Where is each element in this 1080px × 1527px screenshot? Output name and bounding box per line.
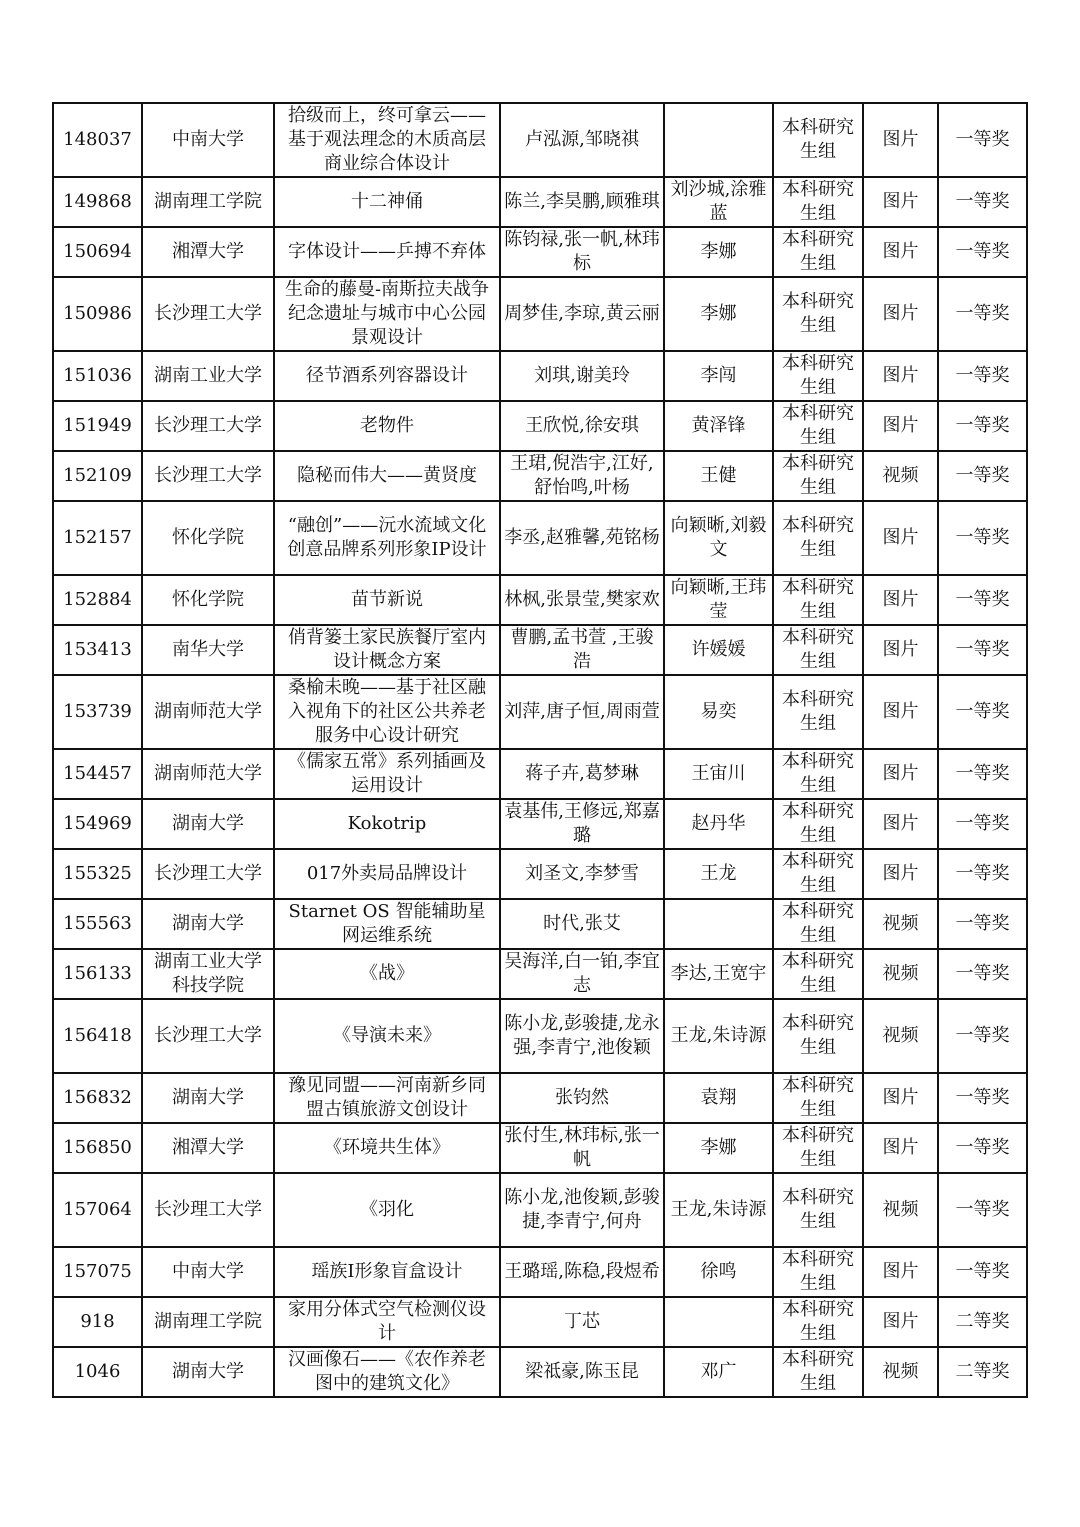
award-level-cell: 一等奖 — [938, 749, 1027, 799]
award-level-cell: 一等奖 — [938, 227, 1027, 277]
work-type-cell: 图片 — [863, 401, 938, 451]
work-title-cell: 十二神俑 — [274, 177, 500, 227]
advisor-cell: 王龙,朱诗源 — [664, 1173, 773, 1247]
entry-id-cell: 152109 — [53, 451, 142, 501]
work-title-cell: “融创”——沅水流域文化创意品牌系列形象IP设计 — [274, 501, 500, 575]
school-cell: 中南大学 — [142, 1247, 274, 1297]
school-cell: 长沙理工大学 — [142, 451, 274, 501]
table-row — [53, 277, 1027, 351]
work-title-cell: 径节酒系列容器设计 — [274, 351, 500, 401]
school-cell: 长沙理工大学 — [142, 849, 274, 899]
school-cell: 湖南理工学院 — [142, 1297, 274, 1347]
entry-id-cell: 153413 — [53, 625, 142, 675]
entry-id-cell: 1046 — [53, 1347, 142, 1397]
authors-cell: 张钧然 — [500, 1073, 664, 1123]
group-cell: 本科研究生组 — [773, 177, 863, 227]
school-cell: 湖南理工学院 — [142, 177, 274, 227]
award-level-cell: 一等奖 — [938, 501, 1027, 575]
authors-cell: 曹鹏,孟书萱 ,王骏浩 — [500, 625, 664, 675]
group-cell: 本科研究生组 — [773, 1247, 863, 1297]
advisor-cell: 向颖晰,刘毅文 — [664, 501, 773, 575]
work-type-cell: 图片 — [863, 799, 938, 849]
advisor-cell: 向颖晰,王玮莹 — [664, 575, 773, 625]
table-row — [53, 899, 1027, 949]
table-row — [53, 351, 1027, 401]
authors-cell: 刘萍,唐子恒,周雨萱 — [500, 675, 664, 749]
entry-id-cell: 154969 — [53, 799, 142, 849]
advisor-cell: 邓广 — [664, 1347, 773, 1397]
group-cell: 本科研究生组 — [773, 1073, 863, 1123]
work-title-cell: 生命的藤曼-南斯拉夫战争纪念遗址与城市中心公园景观设计 — [274, 277, 500, 351]
work-title-cell: 《儒家五常》系列插画及运用设计 — [274, 749, 500, 799]
work-title-cell: 俏背篓土家民族餐厅室内设计概念方案 — [274, 625, 500, 675]
table-row — [53, 1297, 1027, 1347]
table-row — [53, 1347, 1027, 1397]
authors-cell: 张付生,林玮标,张一帆 — [500, 1123, 664, 1173]
school-cell: 怀化学院 — [142, 575, 274, 625]
award-level-cell: 一等奖 — [938, 899, 1027, 949]
table-row — [53, 999, 1027, 1073]
work-title-cell: Starnet OS 智能辅助星网运维系统 — [274, 899, 500, 949]
award-level-cell: 一等奖 — [938, 675, 1027, 749]
entry-id-cell: 151036 — [53, 351, 142, 401]
work-type-cell: 视频 — [863, 1347, 938, 1397]
advisor-cell: 王龙 — [664, 849, 773, 899]
work-title-cell: 《战》 — [274, 949, 500, 999]
authors-cell: 刘琪,谢美玲 — [500, 351, 664, 401]
award-level-cell: 一等奖 — [938, 949, 1027, 999]
table-row — [53, 1073, 1027, 1123]
school-cell: 怀化学院 — [142, 501, 274, 575]
work-title-cell: 瑶族I形象盲盒设计 — [274, 1247, 500, 1297]
entry-id-cell: 155325 — [53, 849, 142, 899]
award-level-cell: 一等奖 — [938, 103, 1027, 177]
award-level-cell: 一等奖 — [938, 999, 1027, 1073]
authors-cell: 梁祗豪,陈玉昆 — [500, 1347, 664, 1397]
work-type-cell: 图片 — [863, 227, 938, 277]
authors-cell: 李丞,赵雅馨,苑铭杨 — [500, 501, 664, 575]
school-cell: 湘潭大学 — [142, 1123, 274, 1173]
authors-cell: 丁芯 — [500, 1297, 664, 1347]
advisor-cell: 袁翔 — [664, 1073, 773, 1123]
award-level-cell: 一等奖 — [938, 1073, 1027, 1123]
authors-cell: 陈兰,李昊鹏,顾雅琪 — [500, 177, 664, 227]
entry-id-cell: 152157 — [53, 501, 142, 575]
authors-cell: 时代,张艾 — [500, 899, 664, 949]
work-title-cell: 017外卖局品牌设计 — [274, 849, 500, 899]
group-cell: 本科研究生组 — [773, 351, 863, 401]
group-cell: 本科研究生组 — [773, 451, 863, 501]
school-cell: 湖南大学 — [142, 1073, 274, 1123]
school-cell: 湖南工业大学 — [142, 351, 274, 401]
advisor-cell: 李娜 — [664, 227, 773, 277]
authors-cell: 周梦佳,李琼,黄云丽 — [500, 277, 664, 351]
authors-cell: 王珺,倪浩宇,江好,舒怡鸣,叶杨 — [500, 451, 664, 501]
advisor-cell — [664, 1297, 773, 1347]
authors-cell: 卢泓源,邹晓祺 — [500, 103, 664, 177]
work-type-cell: 图片 — [863, 1123, 938, 1173]
group-cell: 本科研究生组 — [773, 277, 863, 351]
group-cell: 本科研究生组 — [773, 625, 863, 675]
table-row — [53, 949, 1027, 999]
work-type-cell: 视频 — [863, 899, 938, 949]
table-row — [53, 1123, 1027, 1173]
table-row — [53, 451, 1027, 501]
group-cell: 本科研究生组 — [773, 575, 863, 625]
authors-cell: 陈小龙,池俊颖,彭骏捷,李青宁,何舟 — [500, 1173, 664, 1247]
entry-id-cell: 157064 — [53, 1173, 142, 1247]
award-level-cell: 一等奖 — [938, 177, 1027, 227]
advisor-cell: 李闯 — [664, 351, 773, 401]
authors-cell: 王欣悦,徐安琪 — [500, 401, 664, 451]
work-type-cell: 图片 — [863, 103, 938, 177]
work-title-cell: 字体设计——乒搏不弃体 — [274, 227, 500, 277]
authors-cell: 林枫,张景莹,樊家欢 — [500, 575, 664, 625]
group-cell: 本科研究生组 — [773, 1347, 863, 1397]
advisor-cell: 刘沙城,涂雅蓝 — [664, 177, 773, 227]
group-cell: 本科研究生组 — [773, 999, 863, 1073]
group-cell: 本科研究生组 — [773, 501, 863, 575]
work-title-cell: 豫见同盟——河南新乡同盟古镇旅游文创设计 — [274, 1073, 500, 1123]
entry-id-cell: 154457 — [53, 749, 142, 799]
group-cell: 本科研究生组 — [773, 849, 863, 899]
school-cell: 湘潭大学 — [142, 227, 274, 277]
table-row — [53, 749, 1027, 799]
entry-id-cell: 156133 — [53, 949, 142, 999]
table-row — [53, 849, 1027, 899]
advisor-cell: 李达,王宽宇 — [664, 949, 773, 999]
group-cell: 本科研究生组 — [773, 227, 863, 277]
work-title-cell: 桑榆未晚——基于社区融入视角下的社区公共养老服务中心设计研究 — [274, 675, 500, 749]
award-level-cell: 一等奖 — [938, 277, 1027, 351]
school-cell: 中南大学 — [142, 103, 274, 177]
entry-id-cell: 156832 — [53, 1073, 142, 1123]
award-table — [52, 102, 1028, 1398]
work-title-cell: 老物件 — [274, 401, 500, 451]
entry-id-cell: 151949 — [53, 401, 142, 451]
school-cell: 湖南师范大学 — [142, 675, 274, 749]
entry-id-cell: 155563 — [53, 899, 142, 949]
group-cell: 本科研究生组 — [773, 1173, 863, 1247]
entry-id-cell: 152884 — [53, 575, 142, 625]
work-type-cell: 图片 — [863, 1247, 938, 1297]
table-row — [53, 675, 1027, 749]
school-cell: 湖南大学 — [142, 1347, 274, 1397]
authors-cell: 吴海洋,白一铂,李宜志 — [500, 949, 664, 999]
group-cell: 本科研究生组 — [773, 103, 863, 177]
award-level-cell: 一等奖 — [938, 1247, 1027, 1297]
work-type-cell: 图片 — [863, 749, 938, 799]
work-type-cell: 视频 — [863, 999, 938, 1073]
school-cell: 长沙理工大学 — [142, 999, 274, 1073]
advisor-cell: 徐鸣 — [664, 1247, 773, 1297]
work-type-cell: 视频 — [863, 1173, 938, 1247]
work-title-cell: 《环境共生体》 — [274, 1123, 500, 1173]
work-title-cell: Kokotrip — [274, 799, 500, 849]
group-cell: 本科研究生组 — [773, 799, 863, 849]
advisor-cell — [664, 899, 773, 949]
award-level-cell: 一等奖 — [938, 799, 1027, 849]
advisor-cell: 王健 — [664, 451, 773, 501]
entry-id-cell: 157075 — [53, 1247, 142, 1297]
award-level-cell: 二等奖 — [938, 1297, 1027, 1347]
work-title-cell: 《导演未来》 — [274, 999, 500, 1073]
work-title-cell: 拾级而上，终可拿云——基于观法理念的木质高层商业综合体设计 — [274, 103, 500, 177]
entry-id-cell: 148037 — [53, 103, 142, 177]
work-type-cell: 图片 — [863, 351, 938, 401]
group-cell: 本科研究生组 — [773, 949, 863, 999]
advisor-cell — [664, 103, 773, 177]
work-title-cell: 家用分体式空气检测仪设计 — [274, 1297, 500, 1347]
school-cell: 长沙理工大学 — [142, 277, 274, 351]
work-title-cell: 《羽化 — [274, 1173, 500, 1247]
school-cell: 长沙理工大学 — [142, 1173, 274, 1247]
advisor-cell: 许媛媛 — [664, 625, 773, 675]
authors-cell: 陈小龙,彭骏捷,龙永强,李青宁,池俊颖 — [500, 999, 664, 1073]
award-level-cell: 一等奖 — [938, 451, 1027, 501]
award-level-cell: 一等奖 — [938, 575, 1027, 625]
work-title-cell: 隐秘而伟大——黄贤度 — [274, 451, 500, 501]
advisor-cell: 李娜 — [664, 277, 773, 351]
entry-id-cell: 918 — [53, 1297, 142, 1347]
entry-id-cell: 149868 — [53, 177, 142, 227]
work-type-cell: 图片 — [863, 177, 938, 227]
work-type-cell: 图片 — [863, 849, 938, 899]
table-row — [53, 501, 1027, 575]
advisor-cell: 王宙川 — [664, 749, 773, 799]
advisor-cell: 黄泽锋 — [664, 401, 773, 451]
work-type-cell: 图片 — [863, 277, 938, 351]
work-type-cell: 图片 — [863, 625, 938, 675]
authors-cell: 刘圣文,李梦雪 — [500, 849, 664, 899]
school-cell: 湖南大学 — [142, 799, 274, 849]
school-cell: 南华大学 — [142, 625, 274, 675]
award-level-cell: 二等奖 — [938, 1347, 1027, 1397]
table-row — [53, 177, 1027, 227]
award-level-cell: 一等奖 — [938, 351, 1027, 401]
work-type-cell: 视频 — [863, 949, 938, 999]
advisor-cell: 王龙,朱诗源 — [664, 999, 773, 1073]
table-row — [53, 227, 1027, 277]
work-type-cell: 图片 — [863, 675, 938, 749]
school-cell: 湖南工业大学科技学院 — [142, 949, 274, 999]
group-cell: 本科研究生组 — [773, 401, 863, 451]
table-row — [53, 103, 1027, 177]
table-body — [53, 103, 1027, 1397]
award-level-cell: 一等奖 — [938, 849, 1027, 899]
table-row — [53, 799, 1027, 849]
work-type-cell: 视频 — [863, 451, 938, 501]
authors-cell: 王璐瑶,陈稳,段煜希 — [500, 1247, 664, 1297]
group-cell: 本科研究生组 — [773, 749, 863, 799]
entry-id-cell: 156418 — [53, 999, 142, 1073]
entry-id-cell: 156850 — [53, 1123, 142, 1173]
advisor-cell: 易奕 — [664, 675, 773, 749]
advisor-cell: 李娜 — [664, 1123, 773, 1173]
work-type-cell: 图片 — [863, 1297, 938, 1347]
work-type-cell: 图片 — [863, 575, 938, 625]
work-title-cell: 苗节新说 — [274, 575, 500, 625]
work-type-cell: 图片 — [863, 1073, 938, 1123]
table-row — [53, 1173, 1027, 1247]
award-level-cell: 一等奖 — [938, 1173, 1027, 1247]
school-cell: 湖南大学 — [142, 899, 274, 949]
entry-id-cell: 153739 — [53, 675, 142, 749]
advisor-cell: 赵丹华 — [664, 799, 773, 849]
work-title-cell: 汉画像石——《农作养老图中的建筑文化》 — [274, 1347, 500, 1397]
entry-id-cell: 150694 — [53, 227, 142, 277]
work-type-cell: 图片 — [863, 501, 938, 575]
table-row — [53, 625, 1027, 675]
table-row — [53, 575, 1027, 625]
award-level-cell: 一等奖 — [938, 1123, 1027, 1173]
group-cell: 本科研究生组 — [773, 1123, 863, 1173]
school-cell: 长沙理工大学 — [142, 401, 274, 451]
table-row — [53, 401, 1027, 451]
entry-id-cell: 150986 — [53, 277, 142, 351]
award-level-cell: 一等奖 — [938, 625, 1027, 675]
award-level-cell: 一等奖 — [938, 401, 1027, 451]
table-row — [53, 1247, 1027, 1297]
authors-cell: 陈钧禄,张一帆,林玮标 — [500, 227, 664, 277]
group-cell: 本科研究生组 — [773, 675, 863, 749]
school-cell: 湖南师范大学 — [142, 749, 274, 799]
authors-cell: 袁基伟,王修远,郑嘉璐 — [500, 799, 664, 849]
group-cell: 本科研究生组 — [773, 899, 863, 949]
authors-cell: 蒋子卉,葛梦琳 — [500, 749, 664, 799]
group-cell: 本科研究生组 — [773, 1297, 863, 1347]
